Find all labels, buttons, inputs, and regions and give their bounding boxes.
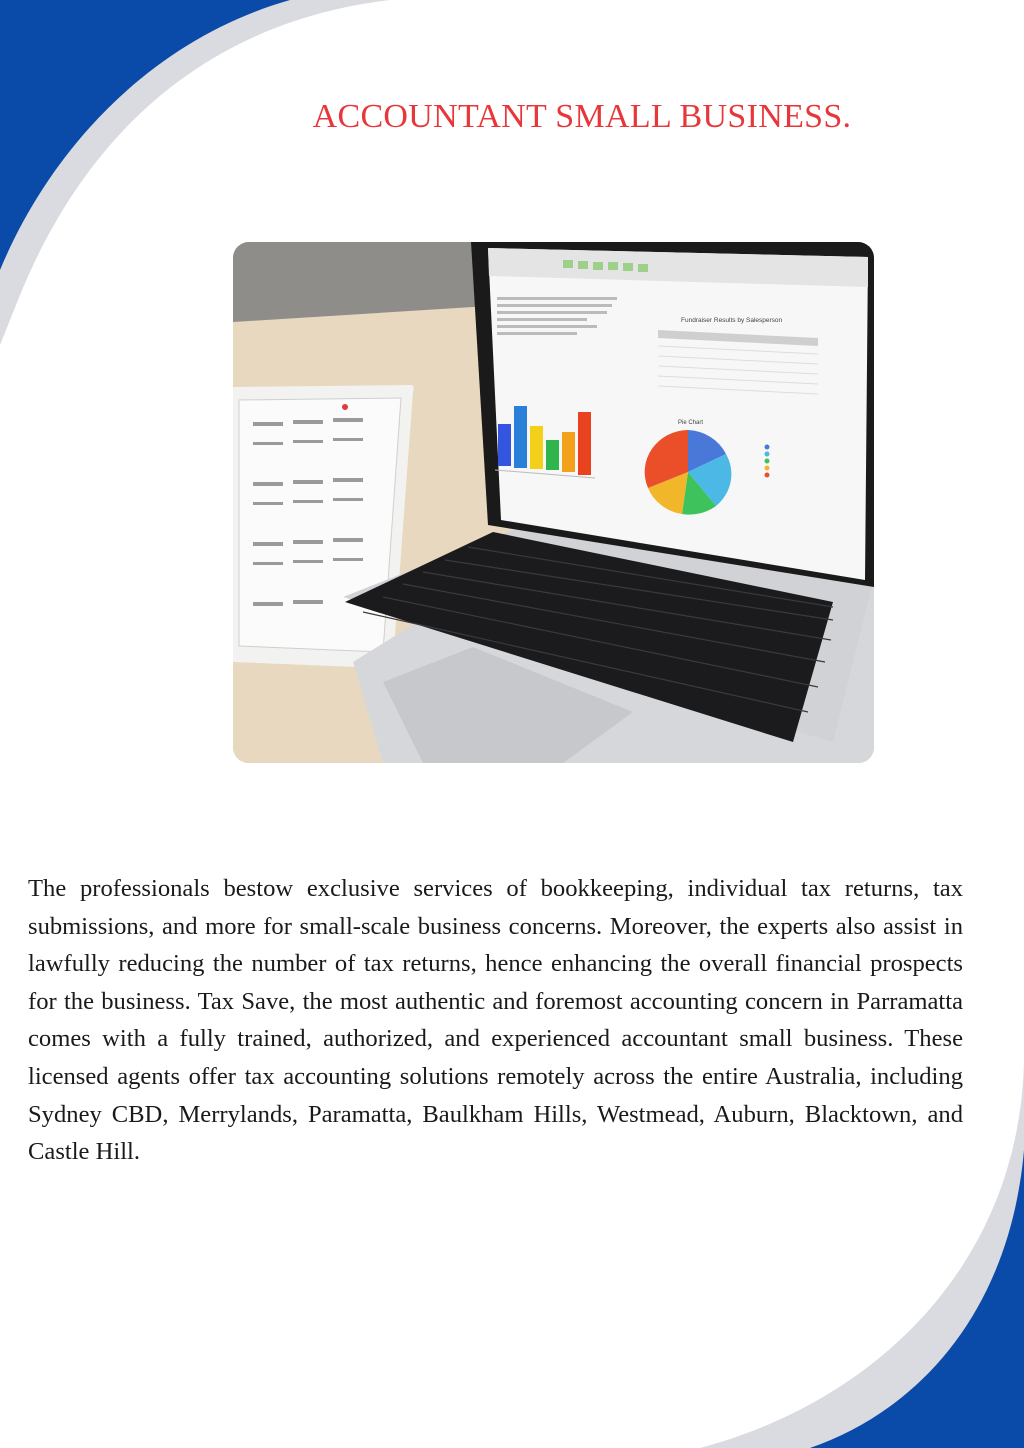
tablet-image: [233, 385, 414, 668]
page-title: ACCOUNTANT SMALL BUSINESS.: [312, 98, 852, 135]
body-paragraph: The professionals bestow exclusive services of bookkeeping, individual tax returns, tax submissions, and more for small-scale business concerns. Moreover, the experts also assist in lawfully reducing the number of tax returns, hence enhancing the overall financial prospects for the business. Tax Save, the most authentic and foremost accounting concern in Parramatta comes with a fully trained, authorized, and experienced accountant small business. These licensed agents offer tax accounting solutions remotely across the entire Australia, including Sydney CBD, Merrylands, Paramatta, Baulkham Hills, Westmead, Auburn, Blacktown, and Castle Hill.: [28, 875, 963, 1166]
pie-label: Pie Chart: [678, 420, 704, 426]
screen-heading: Fundraiser Results by Salesperson: [681, 317, 783, 324]
laptop-photo: [233, 242, 874, 763]
